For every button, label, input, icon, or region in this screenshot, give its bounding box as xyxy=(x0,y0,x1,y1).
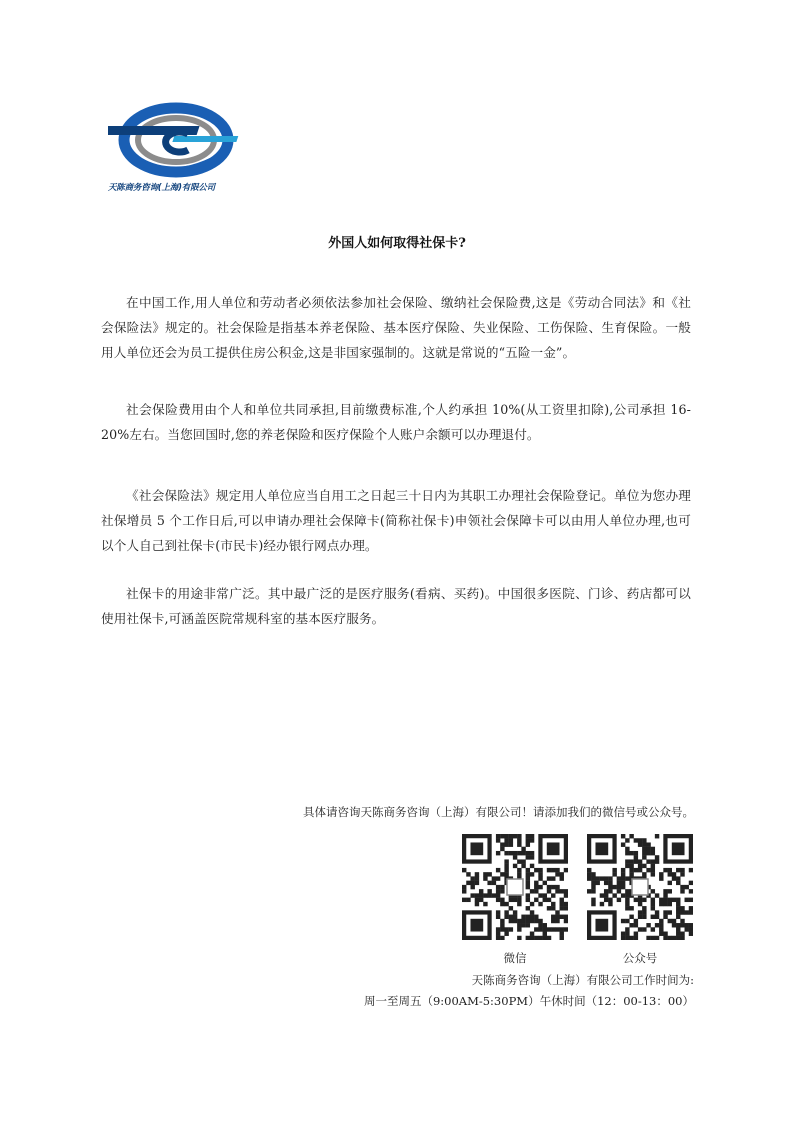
public-account-label: 公众号 xyxy=(622,951,658,965)
paragraph-1: 在中国工作,用人单位和劳动者必须依法参加社会保险、缴纳社会保险费,这是《劳动合同法》和《社会保险法》规定的。社会保险是指基本养老保险、基本医疗保险、失业保险、工伤保险、生育保险。一般用人单位还会为员工提供住房公积金,这是非国家强制的。这就是常说的“五险一金”。 xyxy=(101,295,691,360)
wechat-label: 微信 xyxy=(503,951,527,965)
logo-caption: 天陈商务咨询(上海)有限公司 xyxy=(108,183,215,193)
paragraph-4: 社保卡的用途非常广泛。其中最广泛的是医疗服务(看病、买药)。中国很多医院、门诊、药店都可以使用社保卡,可涵盖医院常规科室的基本医疗服务。 xyxy=(101,586,691,626)
public-account-qr-code xyxy=(587,834,693,940)
contact-note: 具体请咨询天陈商务咨询（上海）有限公司！请添加我们的微信号或公众号。 xyxy=(303,805,694,819)
company-logo xyxy=(108,100,258,196)
paragraph-2: 社会保险费用由个人和单位共同承担,目前缴费标准,个人约承担 10%(从工资里扣除),公司承担 16-20%左右。当您回国时,您的养老保险和医疗保险个人账户余额可以办理退付。 xyxy=(101,402,691,442)
page-title: 外国人如何取得社保卡? xyxy=(328,236,466,251)
wechat-qr-code xyxy=(462,834,568,940)
working-hours-title: 天陈商务咨询（上海）有限公司工作时间为: xyxy=(471,973,694,987)
logo-emblem-icon xyxy=(108,100,258,182)
working-hours: 周一至周五（9:00AM-5:30PM）午休时间（12：00-13：00） xyxy=(363,994,694,1008)
paragraph-3: 《社会保险法》规定用人单位应当自用工之日起三十日内为其职工办理社会保险登记。单位为您办理社保增员 5 个工作日后,可以申请办理社会保障卡(简称社保卡)申领社会保障卡可以由用人单位办理,也可以个人自己到社保卡(市民卡)经办银行网点办理。 xyxy=(101,488,691,553)
